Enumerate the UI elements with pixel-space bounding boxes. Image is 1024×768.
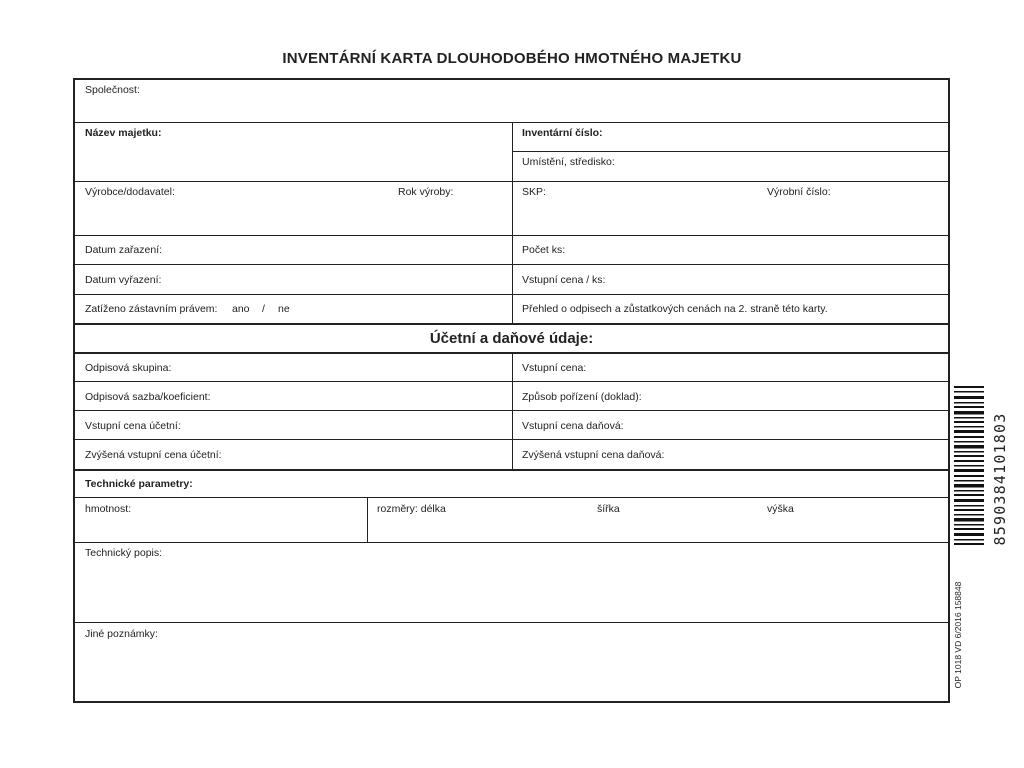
form-title: INVENTÁRNÍ KARTA DLOUHODOBÉHO HMOTNÉHO MAJETKU xyxy=(282,50,742,67)
inventory-card-form xyxy=(73,78,950,703)
divider xyxy=(75,323,948,325)
increased-tax-price-label: Zvýšená vstupní cena daňová: xyxy=(522,449,665,461)
other-notes-label: Jiné poznámky: xyxy=(85,628,158,640)
depreciation-rate-label: Odpisová sazba/koeficient: xyxy=(85,391,211,403)
date-included-label: Datum zařazení: xyxy=(85,244,163,256)
lien-separator: / xyxy=(262,303,265,315)
column-divider xyxy=(512,352,513,469)
technical-params-heading: Technické parametry: xyxy=(85,478,193,490)
skp-label: SKP: xyxy=(522,186,546,198)
manufacturer-label: Výrobce/dodavatel: xyxy=(85,186,175,198)
accounting-section-heading: Účetní a daňové údaje: xyxy=(429,330,594,347)
quantity-label: Počet ks: xyxy=(522,244,566,256)
divider xyxy=(75,469,948,471)
height-label: výška xyxy=(767,503,794,515)
depreciation-group-label: Odpisová skupina: xyxy=(85,362,172,374)
divider xyxy=(75,622,948,623)
print-code: OP 1018 VD 6/2016 158848 xyxy=(953,581,963,689)
weight-label: hmotnost: xyxy=(85,503,132,515)
width-label: šířka xyxy=(597,503,620,515)
lien-label: Zatíženo zástavním právem: xyxy=(85,303,218,315)
divider xyxy=(512,151,948,152)
increased-accounting-price-label: Zvýšená vstupní cena účetní: xyxy=(85,449,222,461)
divider xyxy=(75,542,948,543)
barcode-digits: 8590384101803 xyxy=(991,412,1009,546)
entry-price-label: Vstupní cena: xyxy=(522,362,587,374)
location-label: Umístění, středisko: xyxy=(522,156,615,168)
acquisition-method-label: Způsob pořízení (doklad): xyxy=(522,391,642,403)
asset-name-label: Název majetku: xyxy=(85,127,162,139)
accounting-entry-price-label: Vstupní cena účetní: xyxy=(85,420,181,432)
column-divider xyxy=(512,122,513,323)
tax-entry-price-label: Vstupní cena daňová: xyxy=(522,420,624,432)
technical-description-label: Technický popis: xyxy=(85,547,163,559)
lien-yes: ano xyxy=(232,303,250,315)
depreciation-note: Přehled o odpisech a zůstatkových cenách na 2. straně této karty. xyxy=(522,303,828,315)
lien-no: ne xyxy=(278,303,290,315)
unit-price-label: Vstupní cena / ks: xyxy=(522,274,606,286)
column-divider xyxy=(367,497,368,542)
barcode-icon xyxy=(954,386,986,546)
dimensions-length-label: rozměry: délka xyxy=(377,503,446,515)
company-label: Společnost: xyxy=(85,84,140,96)
production-year-label: Rok výroby: xyxy=(398,186,454,198)
inventory-number-label: Inventární číslo: xyxy=(522,127,603,139)
divider xyxy=(75,497,948,498)
date-discarded-label: Datum vyřazení: xyxy=(85,274,162,286)
serial-number-label: Výrobní číslo: xyxy=(767,186,831,198)
